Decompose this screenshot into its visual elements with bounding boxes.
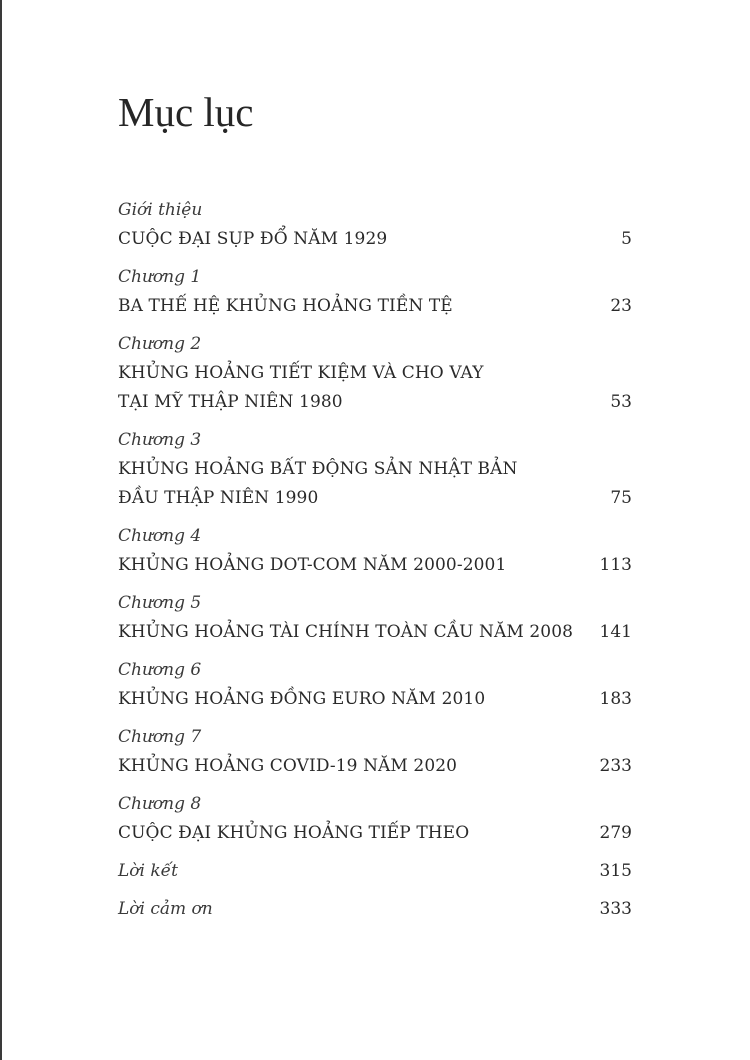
page-number: 141	[599, 622, 632, 642]
entry-label: Lời kết	[118, 861, 178, 881]
toc-entry-chapter-1[interactable]	[118, 263, 632, 321]
page-number: 333	[599, 899, 632, 919]
entry-label: Giới thiệu	[118, 200, 203, 220]
entry-label: Chương 8	[118, 794, 202, 814]
entry-label: Chương 7	[118, 727, 202, 747]
page-number: 233	[599, 756, 632, 776]
entry-title: BA THẾ HỆ KHỦNG HOẢNG TIỀN TỆ	[118, 296, 453, 316]
entry-title: CUỘC ĐẠI KHỦNG HOẢNG TIẾP THEO	[118, 823, 470, 843]
page-number: 53	[610, 392, 632, 412]
entry-label: Chương 6	[118, 660, 202, 680]
toc-entry-intro[interactable]	[118, 196, 632, 254]
entry-title-continued: TẠI MỸ THẬP NIÊN 1980	[118, 392, 343, 412]
entry-label: Chương 4	[118, 526, 202, 546]
page-number: 5	[621, 229, 632, 249]
entry-title: KHỦNG HOẢNG TÀI CHÍNH TOÀN CẦU NĂM 2008	[118, 622, 574, 642]
toc-entry-chapter-3[interactable]	[118, 426, 632, 513]
page-number: 315	[599, 861, 632, 881]
page-edge-rule	[0, 0, 2, 1060]
toc-entry-chapter-8[interactable]	[118, 790, 632, 848]
toc-entry-chapter-2[interactable]	[118, 330, 632, 417]
entry-title: KHỦNG HOẢNG COVID-19 NĂM 2020	[118, 756, 458, 776]
entry-title: CUỘC ĐẠI SỤP ĐỔ NĂM 1929	[118, 229, 388, 249]
entry-title: KHỦNG HOẢNG TIẾT KIỆM VÀ CHO VAY	[118, 363, 484, 383]
entry-title: KHỦNG HOẢNG DOT-COM NĂM 2000-2001	[118, 555, 507, 575]
entry-label: Chương 2	[118, 334, 202, 354]
entry-label: Chương 3	[118, 430, 202, 450]
entry-title: KHỦNG HOẢNG ĐỒNG EURO NĂM 2010	[118, 689, 486, 709]
table-of-contents	[118, 196, 632, 933]
entry-label: Lời cảm ơn	[118, 899, 213, 919]
entry-title-continued: ĐẦU THẬP NIÊN 1990	[118, 488, 319, 508]
page-number: 75	[610, 488, 632, 508]
toc-entry-epilogue[interactable]	[118, 857, 632, 886]
toc-entry-acknowledgements[interactable]	[118, 895, 632, 924]
toc-entry-chapter-7[interactable]	[118, 723, 632, 781]
page-number: 183	[599, 689, 632, 709]
page-title: Mục lục	[118, 89, 254, 135]
toc-entry-chapter-4[interactable]	[118, 522, 632, 580]
page-number: 113	[599, 555, 632, 575]
entry-label: Chương 1	[118, 267, 202, 287]
page-number: 279	[599, 823, 632, 843]
toc-entry-chapter-6[interactable]	[118, 656, 632, 714]
toc-entry-chapter-5[interactable]	[118, 589, 632, 647]
entry-label: Chương 5	[118, 593, 202, 613]
page-number: 23	[610, 296, 632, 316]
entry-title: KHỦNG HOẢNG BẤT ĐỘNG SẢN NHẬT BẢN	[118, 459, 518, 479]
